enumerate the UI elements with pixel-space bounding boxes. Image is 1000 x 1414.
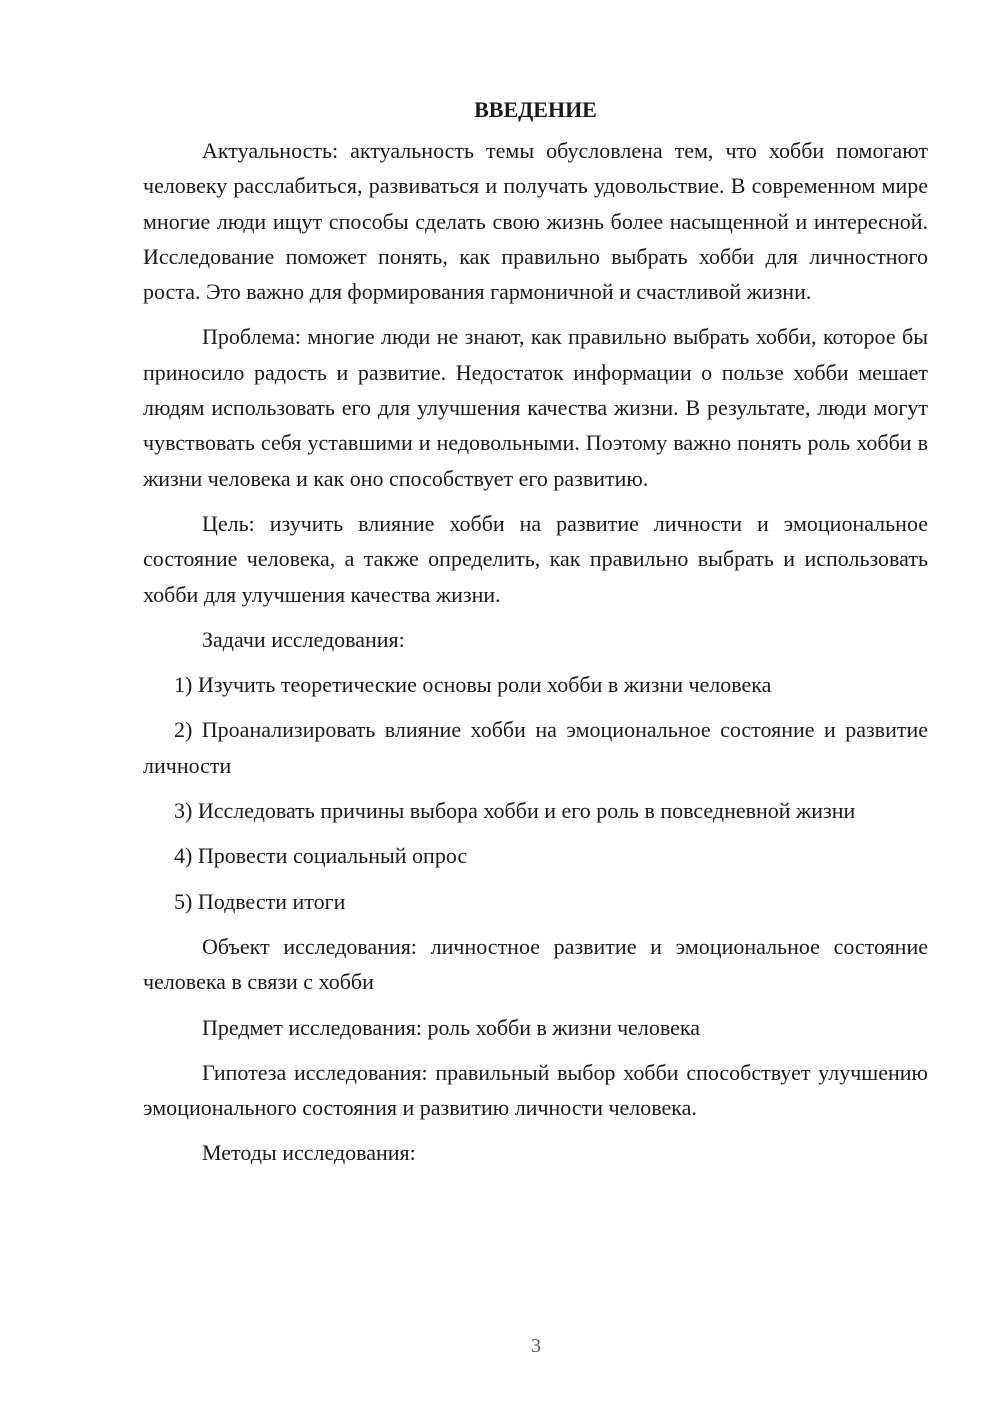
paragraph-goal: Цель: изучить влияние хобби на развитие личности и эмоциональное состояние человека, а также определить, как правильно выбрать и использовать хобби для улучшения качества жизни. [143, 510, 928, 607]
task-item-1: 1) Изучить теоретические основы роли хобби в жизни человека [174, 672, 772, 698]
task-item-2: 2) Проанализировать влияние хобби на эмоциональное состояние и развитие личности [143, 717, 928, 778]
paragraph-hypothesis: Гипотеза исследования: правильный выбор хобби способствует улучшению эмоционального состояния и развитию личности человека. [143, 1059, 928, 1121]
paragraph-relevance: Актуальность: актуальность темы обусловлена тем, что хобби помогают человеку расслабиться, развиваться и получать удовольствие. В современном мире многие люди ищут способы сделать свою жизнь более насыщенной и интересной. Исследование поможет понять, как правильно выбрать хобби для личностного роста. Это важно для формирования гармоничной и счастливой жизни. [143, 138, 928, 305]
page-body [143, 92, 928, 1181]
paragraph-object: Объект исследования: личностное развитие и эмоциональное состояние человека в связи с хобби [143, 933, 928, 995]
tasks-label: Задачи исследования: [202, 626, 405, 652]
task-item-3: 3) Исследовать причины выбора хобби и его роль в повседневной жизни [174, 798, 856, 824]
paragraph-subject: Предмет исследования: роль хобби в жизни человека [202, 1014, 701, 1040]
methods-label: Методы исследования: [202, 1140, 416, 1166]
section-heading: ВВЕДЕНИЕ [474, 97, 597, 122]
page-number: 3 [531, 1335, 541, 1357]
task-item-5: 5) Подвести итоги [174, 888, 346, 914]
paragraph-problem: Проблема: многие люди не знают, как правильно выбрать хобби, которое бы приносило радость и развитие. Недостаток информации о пользе хобби мешает людям использовать его для улучшения качества жизни. В результате, люди могут чувствовать себя уставшими и недовольными. Поэтому важно понять роль хобби в жизни человека и как оно способствует его развитию. [143, 324, 928, 491]
task-item-4: 4) Провести социальный опрос [174, 843, 468, 869]
